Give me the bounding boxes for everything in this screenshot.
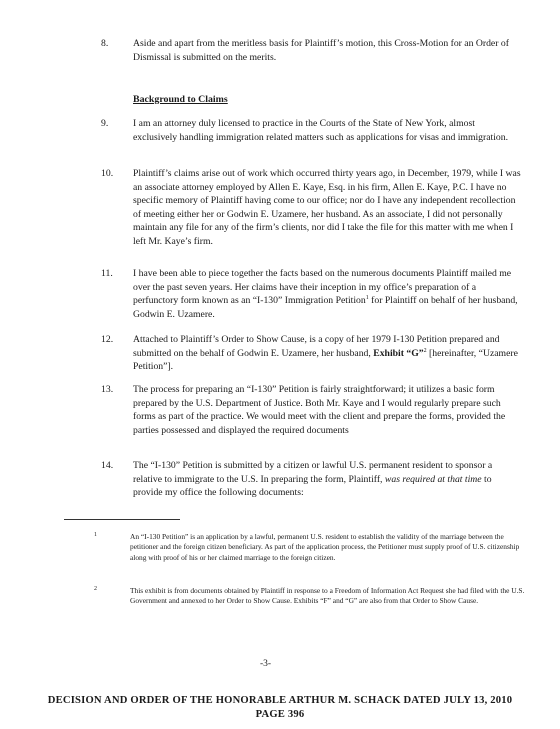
paragraph-text-part: The “I-130” Petition is submitted by a citizen or lawful U.S. permanent resident to sponsor a relative to immigrate to the U.S. In preparing the form, Plaintiff, xyxy=(133,460,493,485)
footnote-number: 1 xyxy=(94,532,97,538)
paragraph-text xyxy=(133,459,521,500)
emphasized-text: was required at that time xyxy=(384,473,482,485)
paragraph-number: 10. xyxy=(101,168,114,179)
footnote-ref-1: 1 xyxy=(365,294,369,301)
decision-caption xyxy=(0,694,560,722)
page-number: -3- xyxy=(260,659,272,669)
paragraph-text-part: for Plaintiff on behalf of her husband, Godwin E. Uzamere. xyxy=(133,295,518,320)
exhibit-reference: Exhibit “G” xyxy=(373,347,424,359)
paragraph-number: 8. xyxy=(101,38,109,49)
paragraph-number: 12. xyxy=(101,334,114,345)
footnote-text: This exhibit is from documents obtained by Plaintiff in response to a Freedom of Information Act Request she had filed with the U.S. Government and annexed to her Order to Show Cause. Exhibits “F” and “G” are also from that Order to Show Cause. xyxy=(130,586,525,606)
paragraph-text: I am an attorney duly licensed to practice in the Courts of the State of New York, almost exclusively handling immigration related matters such as applications for visas and immigration. xyxy=(133,118,509,143)
footnote-ref-2: 2 xyxy=(423,347,427,354)
paragraph-number: 14. xyxy=(101,460,114,471)
paragraph-number: 13. xyxy=(101,384,114,395)
footnote-text: An “I-130 Petition” is an application by a lawful, permanent U.S. resident to establish the validity of the marriage between the petitioner and the foreign citizen beneficiary. As part of the application process, the Petitioner must supply proof of U.S. citizenship along with proof of his or her claimed marriage to the foreign citizen. xyxy=(130,532,520,562)
section-heading: Background to Claims xyxy=(133,94,228,105)
paragraph-text: The process for preparing an “I-130” Petition is fairly straightforward; it utilizes a basic form prepared by the U.S. Department of Justice. Both Mr. Kaye and I would regularly prepare such forms as part of the practice. We would meet with the client and prepare the forms, provided the parties possessed and displayed the required documents xyxy=(133,384,506,436)
paragraph-number: 9. xyxy=(101,118,109,129)
paragraph-text-part: I have been able to piece together the facts based on the numerous documents Plaintiff mailed me over the past seven years. Her claims have their inception in my office’s preparation of a perfunctory form known as an “I-130” Immigration Petition xyxy=(133,268,512,307)
footnote-number: 2 xyxy=(94,586,97,592)
paragraph-text-part: to provide my office the following documents: xyxy=(133,473,492,499)
paragraph-number: 11. xyxy=(101,268,113,279)
paragraph-text-part: Attached to Plaintiff’s Order to Show Cause, is a copy of her 1979 I-130 Petition prepared and submitted on the behalf of Godwin E. Uzamere, her husband, xyxy=(133,334,500,359)
paragraph-text xyxy=(133,333,521,374)
paragraph-text: Plaintiff’s claims arise out of work which occurred thirty years ago, in December, 1979, while I was an associate attorney employed by Allen E. Kaye, Esq. in his firm, Allen E. Kaye, P.C. I have no specific memory of Plaintiff having come to our office; nor do I have any independent recollection of meeting either her or Godwin E. Uzamere, her husband. As an associate, I did not personally maintain any file for any of the firm’s clients, nor did I take the file for this matter with me when I left Mr. Kaye’s firm. xyxy=(133,168,521,247)
footnote-divider xyxy=(64,519,180,520)
paragraph-text-part: [hereinafter, “Uzamere Petition”]. xyxy=(133,347,518,373)
paragraph-text xyxy=(133,267,521,321)
paragraph-text: Aside and apart from the meritless basis for Plaintiff’s motion, this Cross-Motion for an Order of Dismissal is submitted on the merits. xyxy=(133,38,509,63)
caption-line-1: DECISION AND ORDER OF THE HONORABLE ARTHUR M. SCHACK DATED JULY 13, 2010 xyxy=(47,695,513,706)
caption-line-2: PAGE 396 xyxy=(255,709,305,720)
